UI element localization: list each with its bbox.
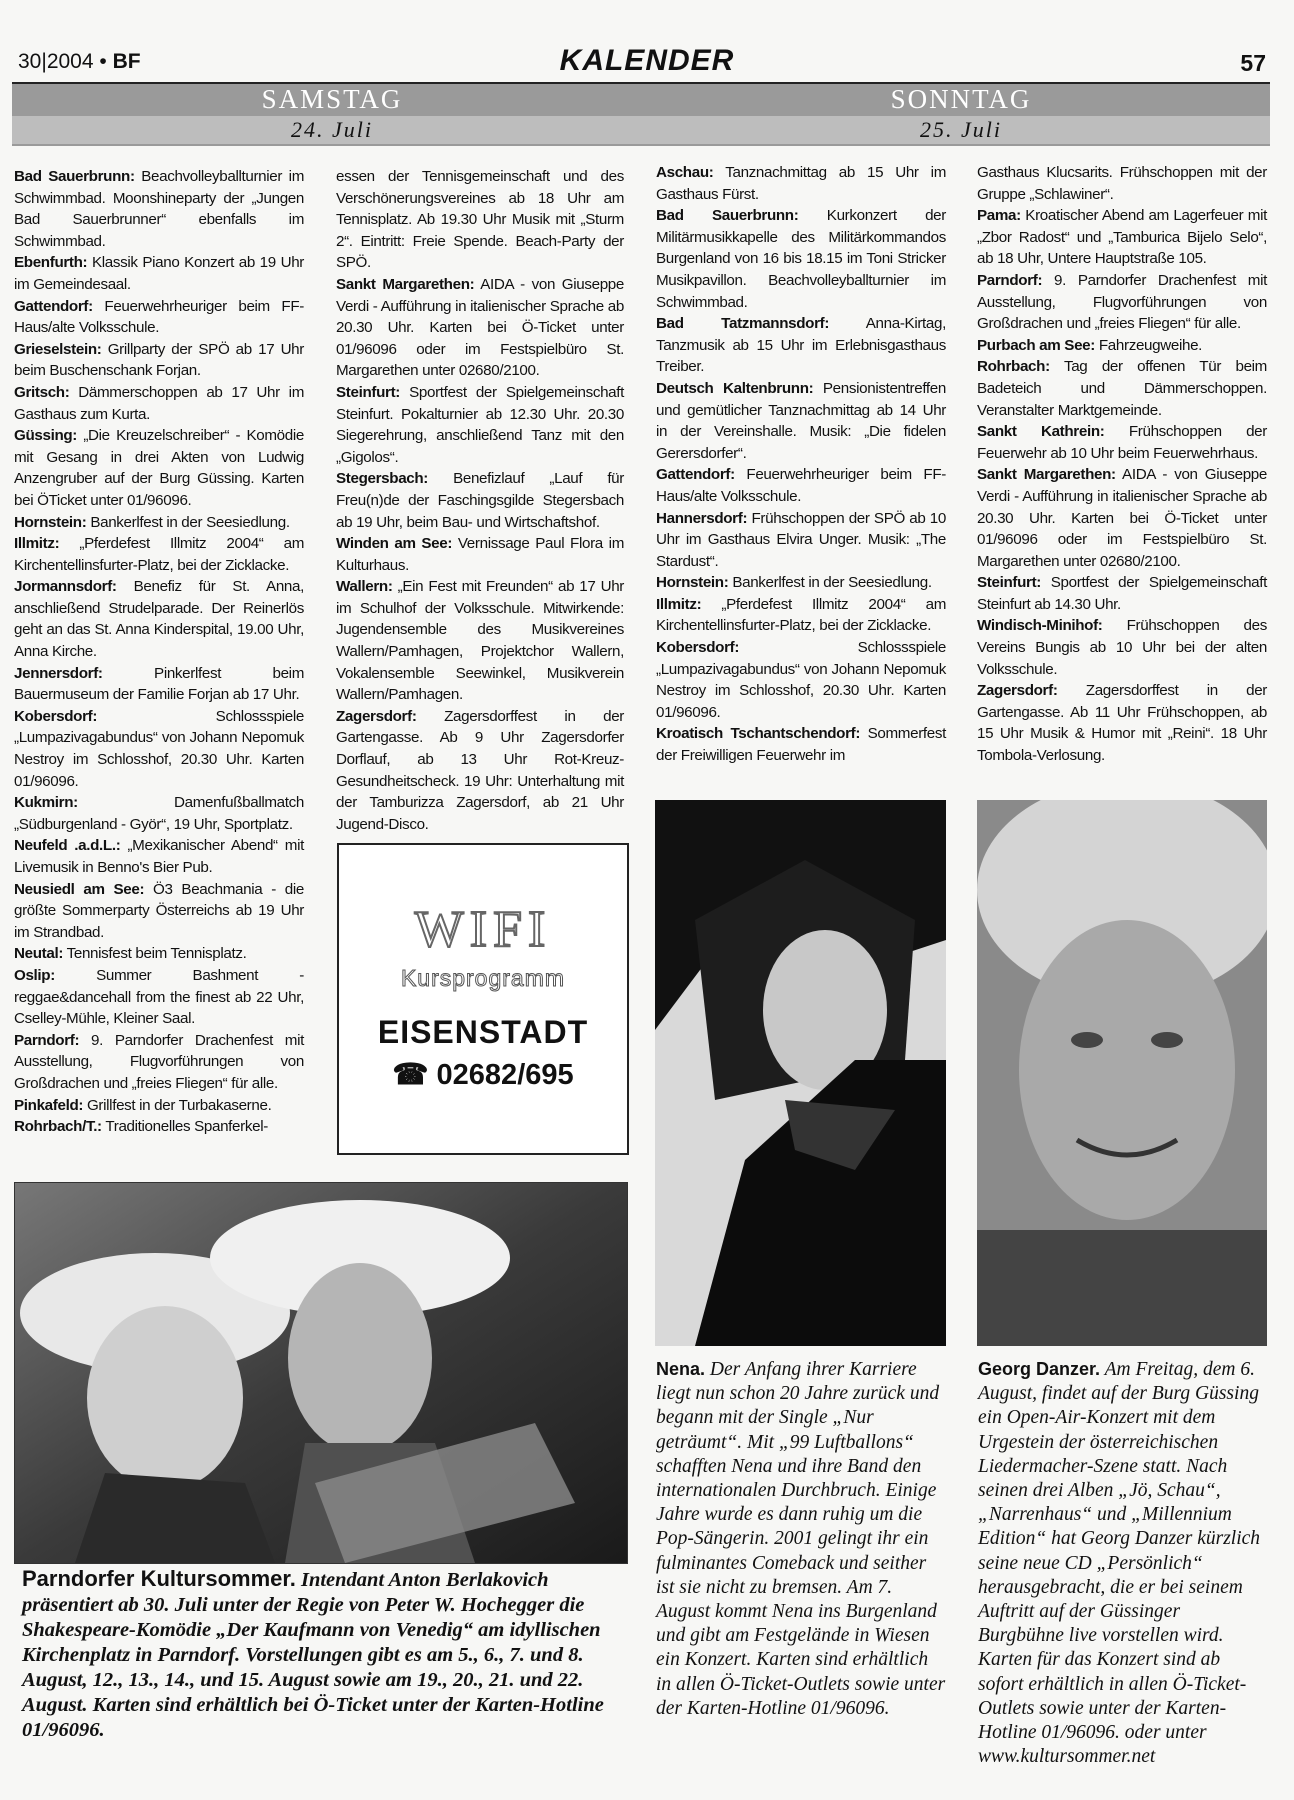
event-text: Frühschoppen der Feuerwehr ab 10 Uhr beim Feuerwehrhaus. (977, 423, 1267, 462)
event-entry (336, 382, 624, 468)
photo-georg-danzer (977, 800, 1267, 1346)
event-entry (14, 533, 304, 576)
event-entry (656, 378, 946, 464)
event-place: Steinfurt: (977, 574, 1041, 592)
event-place: Windisch-Minihof: (977, 617, 1103, 635)
event-place: Illmitz: (14, 535, 60, 553)
event-entry (14, 425, 304, 511)
event-text: Ö3 Beachmania - die größte Sommerparty Österreichs ab 19 Uhr im Strandbad. (14, 880, 304, 941)
event-text: AIDA - von Giuseppe Verdi - Aufführung in italienischer Sprache ab 20.30 Uhr. Karten bei Ö-Ticket unter 01/96096 oder im Festspielbüro St. Margarethen unter 02680/2100. (977, 466, 1267, 570)
event-place: Parndorf: (14, 1031, 80, 1049)
ad-logo: WIFI (414, 901, 552, 958)
event-place: Neufeld .a.d.L.: (14, 837, 121, 855)
event-text: Feuerwehrheuriger beim FF-Haus/alte Volksschule. (656, 466, 946, 505)
event-place: Gattendorf: (656, 466, 735, 484)
event-entry (336, 468, 624, 533)
event-text: „Pferdefest Illmitz 2004“ am Kirchentellinsfurter-Platz, bei der Zicklacke. (656, 595, 946, 635)
event-text: Frühschoppen des Vereins Bungis ab 10 Uhr bei der alten Volksschule. (977, 617, 1267, 678)
event-text: Kroatischer Abend am Lagerfeuer mit „Zbor Radost“ und „Tamburica Bijelo Selo“, ab 18 Uhr, Untere Hauptstraße 105. (977, 207, 1267, 268)
sunday-column-1 (656, 162, 946, 767)
event-place: Purbach am See: (977, 336, 1095, 354)
event-entry (977, 421, 1267, 464)
event-text: Gasthaus Klucsarits. Frühschoppen mit der Gruppe „Schlawiner“. (977, 164, 1267, 203)
event-place: Hornstein: (14, 513, 87, 531)
day-date: 25. Juli (652, 116, 1270, 144)
event-text: Tennisfest beim Tennisplatz. (63, 945, 247, 963)
event-text: Dämmerschoppen ab 17 Uhr im Gasthaus zum Kurta. (14, 383, 304, 423)
event-place: Zagersdorf: (977, 682, 1058, 700)
event-entry (336, 166, 624, 274)
event-place: Deutsch Kaltenbrunn: (656, 379, 814, 397)
day-date: 24. Juli (12, 116, 652, 144)
event-place: Gattendorf: (14, 297, 93, 315)
event-text: Fahrzeugweihe. (1095, 336, 1203, 354)
event-entry (14, 706, 304, 792)
event-entry (336, 274, 624, 382)
event-place: Jormannsdorf: (14, 578, 117, 596)
ad-phone: ☎ 02682/695 (392, 1059, 574, 1091)
event-entry (977, 680, 1267, 766)
event-text: Kurkonzert der Militärmusikkapelle des Militärkommandos Burgenland von 16 bis 18.15 im Toni Stricker Musikpavillon. Beachvolleyballturnier im Schwimmbad. (656, 207, 946, 311)
event-entry (14, 296, 304, 339)
event-place: Hannersdorf: (656, 509, 748, 527)
event-place: Kukmirn: (14, 794, 78, 812)
event-entry (14, 835, 304, 878)
event-entry (656, 723, 946, 766)
caption-nena: Nena. Der Anfang ihrer Karriere liegt nun schon 20 Jahre zurück und begann mit der Single „Nur geträumt“. Mit „99 Luftballons“ schafften Nena und ihre Band den internationalen Durchbruch. Einige Jahre wurde es dann ruhig um die Pop-Sängerin. 2001 gelingt ihr ein fulminantes Comeback und seither ist sie nicht zu bremsen. Am 7. August kommt Nena ins Burgenland und gibt am Festgelände in Wiesen ein Konzert. Karten sind erhältlich in allen Ö-Ticket-Outlets sowie unter der Karten-Hotline 01/96096. (656, 1359, 946, 1719)
event-place: Sankt Kathrein: (977, 423, 1105, 441)
event-text: AIDA - von Giuseppe Verdi - Aufführung in italienischer Sprache ab 20.30 Uhr. Karten bei Ö-Ticket unter 01/96096 oder im Festspielbüro St. Margarethen unter 02680/2100. (336, 275, 624, 380)
day-band-sunday (652, 84, 1270, 146)
event-text: Pensionistentreffen und gemütlicher Tanznachmittag ab 14 Uhr in der Vereinshalle. Musik: „Die fidelen Gerersdorfer“. (656, 379, 946, 462)
event-place: Bad Sauerbrunn: (14, 168, 135, 185)
event-entry (14, 965, 304, 1030)
event-place: Kobersdorf: (14, 707, 98, 725)
event-entry (977, 615, 1267, 680)
caption-parndorf: Parndorfer Kultursommer. Intendant Anton Berlakovich präsentiert ab 30. Juli unter der Regie von Peter W. Hochegger die Shakespeare-Komödie „Der Kaufmann von Venedig“ am idyllischen Kirchenplatz in Parndorf. Vorstellungen gibt es am 5., 6., 7. und 8. August, 12., 13., 14., und 15. August sowie am 19., 20., 21. und 22. August. Karten sind erhältlich bei Ö-Ticket unter der Karten-Hotline 01/96096. (22, 1566, 604, 1741)
event-text: Traditionelles Spanferkel- (101, 1118, 268, 1136)
event-entry (977, 335, 1267, 357)
event-text: Bankerlfest in der Seesiedlung. (86, 513, 290, 531)
event-text: Sportfest der Spielgemeinschaft Steinfurt ab 14.30 Uhr. (977, 574, 1267, 613)
event-place: Neusiedl am See: (14, 880, 145, 898)
event-text: Frühschoppen der SPÖ ab 10 Uhr im Gasthaus Elvira Unger. Musik: „The Stardust“. (656, 509, 946, 570)
event-place: Parndorf: (977, 271, 1043, 289)
page-number: 57 (1240, 50, 1266, 76)
photo-nena (655, 800, 946, 1346)
event-entry (14, 576, 304, 662)
event-text: 9. Parndorfer Drachenfest mit Ausstellung, Flugvorführungen von Großdrachen und „freies Fliegen“ für alle. (977, 271, 1267, 333)
event-place: Bad Tatzmannsdorf: (656, 315, 830, 333)
event-entry (977, 270, 1267, 335)
event-place: Pinkafeld: (14, 1096, 84, 1114)
event-entry (977, 356, 1267, 421)
event-entry (656, 572, 946, 594)
ad-subtitle: Kursprogramm (400, 965, 566, 991)
event-entry (977, 464, 1267, 572)
event-entry (656, 313, 946, 378)
event-text: Pinkerlfest beim Bauermuseum der Familie Forjan ab 17 Uhr. (14, 664, 304, 704)
event-place: Oslip: (14, 966, 55, 984)
event-place: Stegersbach: (336, 470, 429, 488)
event-entry (336, 533, 624, 576)
event-entry (14, 792, 304, 835)
event-text: Summer Bashment - reggae&dancehall from the finest ab 22 Uhr, Cselley-Mühle, Kleiner Saal. (14, 966, 304, 1028)
event-entry (656, 637, 946, 723)
event-place: Ebenfurth: (14, 254, 88, 272)
event-text: Zagersdorffest in der Gartengasse. Ab 9 Uhr Zagersdorfer Dorflauf, ab 13 Uhr Rot-Kreuz-Gesundheitscheck. 19 Uhr: Unterhaltung mit der Tamburizza Zagersdorf, ab 21 Uhr Jugend-Disco. (336, 707, 624, 833)
event-place: Hornstein: (656, 574, 729, 592)
event-place: Zagersdorf: (336, 707, 417, 725)
event-text: Sommerfest der Freiwilligen Feuerwehr im (656, 725, 946, 765)
event-entry (977, 162, 1267, 205)
event-place: Aschau: (656, 164, 714, 181)
event-entry (14, 1116, 304, 1138)
event-text: 9. Parndorfer Drachenfest mit Ausstellung, Flugvorführungen von Großdrachen und „freies Fliegen“ für alle. (14, 1031, 304, 1092)
event-text: Sportfest der Spielgemeinschaft Steinfurt. Pokalturnier ab 12.30 Uhr. 20.30 Siegerehrung, anschließend Tanz mit den „Gigolos“. (336, 383, 624, 466)
event-text: Benefizlauf „Lauf für Freu(n)de der Faschingsgilde Stegersbach ab 19 Uhr, beim Bau- und Wirtschaftshof. (336, 470, 624, 531)
event-text: Beachvolleyballturnier im Schwimmbad. Moonshineparty der „Jungen Bad Sauerbrunner“ ebenfalls im Schwimmbad. (14, 168, 304, 250)
event-place: Sankt Margarethen: (336, 275, 475, 293)
ad-city: EISENSTADT (377, 1014, 589, 1050)
issue-label: 30|2004 • BF (18, 50, 141, 73)
event-text: Vernissage Paul Flora im Kulturhaus. (336, 535, 624, 574)
event-entry (14, 663, 304, 706)
event-entry (656, 464, 946, 507)
event-place: Bad Sauerbrunn: (656, 207, 799, 225)
event-text: Bankerlfest in der Seesiedlung. (728, 574, 932, 592)
event-place: Güssing: (14, 427, 78, 445)
event-place: Sankt Margarethen: (977, 466, 1116, 484)
event-entry (656, 594, 946, 637)
event-entry (977, 205, 1267, 270)
event-place: Winden am See: (336, 535, 453, 553)
event-place: Illmitz: (656, 595, 702, 613)
event-text: Tanznachmittag ab 15 Uhr im Gasthaus Fürst. (656, 164, 946, 203)
event-entry (656, 205, 946, 313)
event-place: Neutal: (14, 945, 64, 963)
caption-georg-danzer: Georg Danzer. Am Freitag, dem 6. August, findet auf der Burg Güssing ein Open-Air-Konzert mit dem Urgestein der österreichischen Liedermacher-Szene statt. Nach seinen drei Alben „Jö, Schau“, „Narrenhaus“ und „Millennium Edition“ hat Georg Danzer kürzlich seine neue CD „Persönlich“ herausgebracht, die er bei seinem Auftritt auf der Güssinger Burgbühne live vorstellen wird. Karten für das Konzert sind ab sofort erhältlich in allen Ö-Ticket-Outlets sowie unter der Karten-Hotline 01/96096. oder unter www.kultursommer.net (978, 1359, 1261, 1768)
phone-icon: ☎ (392, 1059, 429, 1091)
event-place: Grieselstein: (14, 340, 102, 358)
event-text: Schlossspiele „Lumpazivagabundus“ von Johann Nepomuk Nestroy im Schlosshof, 20.30 Uhr. Karten 01/96096. (656, 639, 946, 721)
event-entry (977, 572, 1267, 615)
event-entry (336, 576, 624, 706)
event-place: Rohrbach: (977, 358, 1050, 376)
event-place: Wallern: (336, 578, 393, 596)
event-text: Klassik Piano Konzert ab 19 Uhr im Gemeindesaal. (14, 254, 304, 293)
event-text: Benefiz für St. Anna, anschließend Strudelparade. Der Reinerlös geht an das St. Anna Kinderspital, 19.00 Uhr, Anna Kirche. (14, 578, 304, 661)
event-text: „Die Kreuzelschreiber“ - Komödie mit Gesang in drei Akten von Ludwig Anzengruber auf der Burg Güssing. Karten bei ÖTicket unter 01/96096. (14, 427, 304, 509)
event-entry (656, 162, 946, 205)
event-place: Rohrbach/T.: (14, 1118, 102, 1136)
event-entry (14, 879, 304, 944)
event-entry (14, 166, 304, 252)
event-text: Anna-Kirtag, Tanzmusik ab 15 Uhr im Erlebnisgasthaus Treiber. (656, 315, 946, 376)
event-text: „Ein Fest mit Freunden“ ab 17 Uhr im Schulhof der Volksschule. Mitwirkende: Jugendensemble des Musikvereines Wallern/Pamhagen, Projektchor Wallern, Vokalensemble Seewinkel, Musikverein Wallern/Pamhagen. (336, 578, 624, 704)
event-place: Kobersdorf: (656, 639, 740, 657)
event-text: Feuerwehrheuriger beim FF-Haus/alte Volksschule. (14, 297, 304, 337)
event-text: Zagersdorffest in der Gartengasse. Ab 11 Uhr Frühschoppen, ab 15 Uhr Musik & Humor mit „Reini“. 18 Uhr Tombola-Verlosung. (977, 682, 1267, 765)
event-text: Damenfußballmatch „Südburgenland - Györ“, 19 Uhr, Sportplatz. (14, 794, 304, 833)
event-text: „Pferdefest Illmitz 2004“ am Kirchentellinsfurter-Platz, bei der Zicklacke. (14, 535, 304, 574)
event-text: Tag der offenen Tür beim Badeteich und Dämmerschoppen. Veranstalter Marktgemeinde. (977, 358, 1267, 419)
event-entry (14, 252, 304, 295)
event-entry (14, 339, 304, 382)
event-place: Jennersdorf: (14, 664, 103, 682)
event-text: „Mexikanischer Abend“ mit Livemusik in Benno's Bier Pub. (14, 837, 304, 876)
sunday-column-2 (977, 162, 1267, 767)
section-title: KALENDER (559, 44, 735, 77)
event-entry (336, 706, 624, 836)
saturday-column-2 (336, 166, 624, 835)
event-entry (14, 1095, 304, 1117)
event-text: Grillparty der SPÖ ab 17 Uhr beim Buschenschank Forjan. (14, 340, 304, 380)
event-entry (14, 512, 304, 534)
saturday-column-1 (14, 166, 304, 1138)
day-band-saturday (12, 84, 652, 146)
event-entry (656, 508, 946, 573)
event-text: Grillfest in der Turbakaserne. (83, 1096, 272, 1114)
wifi-advertisement (337, 843, 629, 1155)
event-place: Kroatisch Tschantschendorf: (656, 725, 861, 743)
event-entry (14, 1030, 304, 1095)
event-entry (14, 943, 304, 965)
event-place: Pama: (977, 207, 1021, 225)
event-place: Gritsch: (14, 383, 70, 401)
event-entry (14, 382, 304, 425)
day-name: SONNTAG (890, 84, 1032, 114)
event-text: essen der Tennisgemeinschaft und des Verschönerungsvereines ab 18 Uhr am Tennisplatz. Ab 19.30 Uhr Musik mit „Sturm 2“. Eintritt: Freie Spende. Beach-Party der SPÖ. (336, 168, 624, 272)
event-text: Schlossspiele „Lumpazivagabundus“ von Johann Nepomuk Nestroy im Schlosshof, 20.30 Uhr. Karten 01/96096. (14, 707, 304, 790)
photo-parndorf-actors (14, 1182, 628, 1564)
event-place: Steinfurt: (336, 383, 400, 401)
day-name: SAMSTAG (261, 84, 403, 114)
